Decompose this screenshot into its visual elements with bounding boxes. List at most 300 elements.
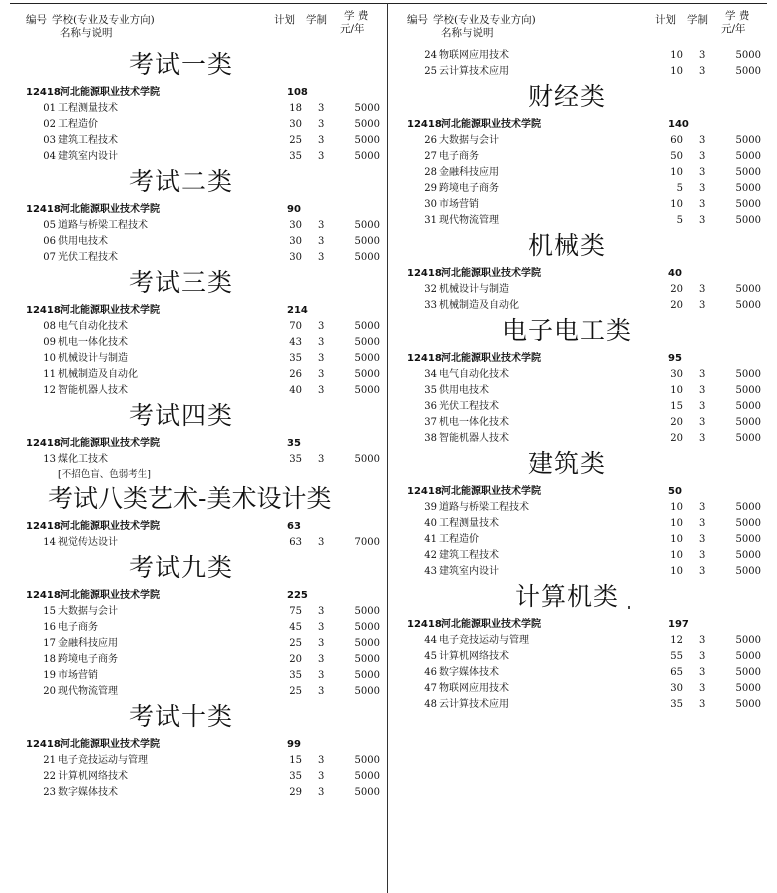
header-school-line2: 名称与说明 — [60, 27, 113, 39]
major-fee: 5000 — [354, 686, 380, 697]
major-plan: 30 — [289, 119, 302, 130]
header-fee-unit: 元/年 — [340, 23, 365, 35]
major-fee: 5000 — [735, 401, 761, 412]
major-plan: 45 — [289, 622, 302, 633]
major-number: 31 — [424, 215, 437, 226]
major-years: 3 — [318, 119, 325, 130]
major-name: 跨境电子商务 — [58, 654, 118, 665]
school-row — [393, 116, 771, 133]
major-plan: 5 — [676, 215, 683, 226]
major-years: 3 — [318, 686, 325, 697]
school-row — [393, 483, 771, 500]
major-fee: 5000 — [735, 199, 761, 210]
major-plan: 75 — [289, 606, 302, 617]
major-number: 10 — [43, 353, 56, 364]
major-years: 3 — [318, 135, 325, 146]
table-row — [12, 684, 390, 700]
major-fee: 5000 — [354, 654, 380, 665]
major-years: 3 — [318, 654, 325, 665]
school-row — [12, 518, 390, 535]
major-fee: 5000 — [354, 622, 380, 633]
table-row — [12, 149, 390, 165]
school-total-plan: 35 — [287, 438, 301, 449]
major-number: 38 — [424, 433, 437, 444]
major-name: 建筑室内设计 — [58, 151, 118, 162]
major-fee: 5000 — [735, 433, 761, 444]
major-plan: 65 — [670, 667, 683, 678]
category-section — [12, 165, 390, 266]
category-section — [393, 580, 771, 713]
column-header — [393, 6, 771, 48]
major-plan: 63 — [289, 537, 302, 548]
major-number: 33 — [424, 300, 437, 311]
major-name: 大数据与会计 — [58, 606, 118, 617]
major-fee: 7000 — [354, 537, 380, 548]
school-code: 12418 — [26, 438, 61, 449]
table-row — [393, 133, 771, 149]
major-number: 13 — [43, 454, 56, 465]
major-number: 40 — [424, 518, 437, 529]
school-row — [12, 201, 390, 218]
major-years: 3 — [699, 66, 706, 77]
major-plan: 35 — [289, 670, 302, 681]
major-plan: 10 — [670, 50, 683, 61]
major-number: 05 — [43, 220, 56, 231]
major-plan: 10 — [670, 534, 683, 545]
category-section — [393, 229, 771, 314]
major-number: 02 — [43, 119, 56, 130]
table-row — [12, 351, 390, 367]
major-number: 48 — [424, 699, 437, 710]
major-fee: 5000 — [354, 353, 380, 364]
major-name: 市场营销 — [58, 670, 98, 681]
section-note: [不招色盲、色弱考生] — [58, 469, 151, 480]
major-plan: 29 — [289, 787, 302, 798]
major-plan: 35 — [289, 151, 302, 162]
table-row — [12, 335, 390, 351]
major-years: 3 — [318, 321, 325, 332]
header-fee: 学 费 — [725, 10, 750, 22]
top-rule — [10, 3, 767, 4]
school-name: 河北能源职业技术学院 — [60, 521, 160, 532]
major-number: 07 — [43, 252, 56, 263]
major-years: 3 — [318, 220, 325, 231]
major-years: 3 — [699, 417, 706, 428]
major-name: 电子竞技运动与管理 — [439, 635, 529, 646]
school-code: 12418 — [26, 739, 61, 750]
category-title: 计算机类 — [514, 582, 619, 611]
category-title: 考试八类艺术-美术设计类 — [48, 484, 332, 513]
major-fee: 5000 — [354, 151, 380, 162]
table-row — [393, 282, 771, 298]
major-name: 电气自动化技术 — [58, 321, 128, 332]
major-name: 现代物流管理 — [58, 686, 118, 697]
major-years: 3 — [699, 401, 706, 412]
right-sections — [393, 80, 771, 713]
major-years: 3 — [699, 651, 706, 662]
major-number: 12 — [43, 385, 56, 396]
category-title: 机械类 — [527, 231, 606, 260]
major-plan: 10 — [670, 199, 683, 210]
category-title: 财经类 — [527, 82, 606, 111]
major-name: 市场营销 — [439, 199, 479, 210]
major-name: 计算机网络技术 — [439, 651, 509, 662]
major-plan: 40 — [289, 385, 302, 396]
school-total-plan: 50 — [668, 486, 682, 497]
category-section — [12, 48, 390, 165]
major-plan: 35 — [289, 353, 302, 364]
table-row — [12, 218, 390, 234]
major-number: 35 — [424, 385, 437, 396]
major-name: 大数据与会计 — [439, 135, 499, 146]
major-plan: 20 — [670, 433, 683, 444]
major-years: 3 — [318, 385, 325, 396]
table-row — [393, 665, 771, 681]
major-years: 3 — [318, 670, 325, 681]
major-plan: 10 — [670, 566, 683, 577]
header-school-line2: 名称与说明 — [441, 27, 494, 39]
major-fee: 5000 — [735, 135, 761, 146]
major-name: 电子商务 — [439, 151, 479, 162]
school-code: 12418 — [26, 521, 61, 532]
school-name: 河北能源职业技术学院 — [441, 268, 541, 279]
table-row — [393, 298, 771, 314]
category-section — [12, 482, 390, 551]
major-fee: 5000 — [354, 454, 380, 465]
major-name: 工程造价 — [439, 534, 479, 545]
category-section — [393, 447, 771, 580]
school-name: 河北能源职业技术学院 — [60, 87, 160, 98]
category-section — [12, 266, 390, 399]
major-years: 3 — [699, 167, 706, 178]
school-code: 12418 — [407, 619, 442, 630]
major-number: 39 — [424, 502, 437, 513]
school-total-plan: 140 — [668, 119, 689, 130]
category-title: 电子电工类 — [501, 316, 632, 345]
table-row — [12, 117, 390, 133]
school-total-plan: 214 — [287, 305, 308, 316]
major-name: 数字媒体技术 — [439, 667, 499, 678]
major-name: 物联网应用技术 — [439, 683, 509, 694]
major-number: 15 — [43, 606, 56, 617]
school-total-plan: 225 — [287, 590, 308, 601]
school-total-plan: 197 — [668, 619, 689, 630]
major-number: 24 — [424, 50, 437, 61]
table-row — [393, 633, 771, 649]
major-fee: 5000 — [735, 518, 761, 529]
school-row — [393, 616, 771, 633]
major-name: 计算机网络技术 — [58, 771, 128, 782]
school-name: 河北能源职业技术学院 — [441, 119, 541, 130]
major-years: 3 — [699, 518, 706, 529]
school-name: 河北能源职业技术学院 — [60, 739, 160, 750]
table-row — [393, 64, 771, 80]
school-total-plan: 108 — [287, 87, 308, 98]
major-name: 智能机器人技术 — [58, 385, 128, 396]
major-fee: 5000 — [735, 183, 761, 194]
major-name: 机械设计与制造 — [439, 284, 509, 295]
major-name: 道路与桥梁工程技术 — [439, 502, 529, 513]
major-years: 3 — [699, 502, 706, 513]
major-number: 18 — [43, 654, 56, 665]
table-row — [393, 415, 771, 431]
major-fee: 5000 — [735, 167, 761, 178]
table-row — [393, 649, 771, 665]
major-fee: 5000 — [735, 699, 761, 710]
major-fee: 5000 — [735, 651, 761, 662]
school-code: 12418 — [407, 268, 442, 279]
major-name: 电子竞技运动与管理 — [58, 755, 148, 766]
major-plan: 20 — [670, 417, 683, 428]
school-code: 12418 — [26, 204, 61, 215]
major-fee: 5000 — [735, 151, 761, 162]
major-name: 机械制造及自动化 — [58, 369, 138, 380]
header-fee-unit: 元/年 — [721, 23, 746, 35]
major-years: 3 — [318, 638, 325, 649]
major-years: 3 — [699, 369, 706, 380]
school-code: 12418 — [26, 590, 61, 601]
major-fee: 5000 — [735, 566, 761, 577]
major-fee: 5000 — [354, 606, 380, 617]
major-number: 29 — [424, 183, 437, 194]
table-row — [393, 149, 771, 165]
major-years: 3 — [318, 252, 325, 263]
major-years: 3 — [699, 635, 706, 646]
major-number: 46 — [424, 667, 437, 678]
school-row — [12, 736, 390, 753]
major-years: 3 — [699, 284, 706, 295]
school-row — [393, 265, 771, 282]
category-section — [12, 551, 390, 700]
major-fee: 5000 — [735, 385, 761, 396]
major-plan: 12 — [670, 635, 683, 646]
major-years: 3 — [699, 300, 706, 311]
category-title: 考试三类 — [128, 268, 233, 297]
school-name: 河北能源职业技术学院 — [60, 438, 160, 449]
major-plan: 15 — [289, 755, 302, 766]
school-code: 12418 — [407, 119, 442, 130]
major-fee: 5000 — [354, 787, 380, 798]
major-name: 物联网应用技术 — [439, 50, 509, 61]
table-row — [393, 367, 771, 383]
table-row — [393, 697, 771, 713]
major-years: 3 — [699, 566, 706, 577]
school-code: 12418 — [407, 486, 442, 497]
major-plan: 35 — [670, 699, 683, 710]
table-row — [393, 500, 771, 516]
school-name: 河北能源职业技术学院 — [441, 619, 541, 630]
major-number: 08 — [43, 321, 56, 332]
major-years: 3 — [699, 50, 706, 61]
major-name: 云计算技术应用 — [439, 699, 509, 710]
category-section — [12, 700, 390, 801]
school-row — [12, 587, 390, 604]
school-row — [12, 435, 390, 452]
table-row — [12, 535, 390, 551]
major-number: 14 — [43, 537, 56, 548]
header-years: 学制 — [306, 14, 327, 26]
major-plan: 43 — [289, 337, 302, 348]
major-plan: 25 — [289, 686, 302, 697]
major-name: 机电一体化技术 — [58, 337, 128, 348]
major-fee: 5000 — [735, 550, 761, 561]
school-total-plan: 95 — [668, 353, 682, 364]
major-name: 供用电技术 — [439, 385, 489, 396]
right-column — [393, 6, 771, 713]
major-plan: 10 — [670, 550, 683, 561]
major-fee: 5000 — [354, 135, 380, 146]
major-years: 3 — [699, 433, 706, 444]
major-name: 机械设计与制造 — [58, 353, 128, 364]
major-plan: 35 — [289, 454, 302, 465]
major-number: 01 — [43, 103, 56, 114]
table-row — [12, 234, 390, 250]
school-name: 河北能源职业技术学院 — [60, 590, 160, 601]
major-plan: 10 — [670, 385, 683, 396]
major-number: 43 — [424, 566, 437, 577]
major-plan: 30 — [670, 369, 683, 380]
major-years: 3 — [699, 699, 706, 710]
table-row — [12, 319, 390, 335]
major-years: 3 — [318, 454, 325, 465]
major-years: 3 — [699, 550, 706, 561]
major-number: 42 — [424, 550, 437, 561]
major-plan: 10 — [670, 502, 683, 513]
table-row — [12, 769, 390, 785]
category-title: 考试四类 — [128, 401, 233, 430]
major-number: 20 — [43, 686, 56, 697]
table-row — [12, 785, 390, 801]
major-plan: 60 — [670, 135, 683, 146]
major-fee: 5000 — [735, 502, 761, 513]
major-fee: 5000 — [354, 385, 380, 396]
major-name: 工程测量技术 — [439, 518, 499, 529]
major-name: 金融科技应用 — [439, 167, 499, 178]
major-fee: 5000 — [354, 252, 380, 263]
header-school: 学校(专业及专业方向) — [52, 14, 155, 26]
major-plan: 50 — [670, 151, 683, 162]
left-column — [12, 6, 390, 801]
school-code: 12418 — [26, 305, 61, 316]
major-years: 3 — [318, 369, 325, 380]
major-fee: 5000 — [735, 534, 761, 545]
major-years: 3 — [318, 787, 325, 798]
table-row — [12, 452, 390, 468]
header-code: 编号 — [26, 14, 47, 26]
major-number: 16 — [43, 622, 56, 633]
major-name: 光伏工程技术 — [58, 252, 118, 263]
major-name: 光伏工程技术 — [439, 401, 499, 412]
school-name: 河北能源职业技术学院 — [60, 305, 160, 316]
major-fee: 5000 — [735, 50, 761, 61]
major-name: 金融科技应用 — [58, 638, 118, 649]
major-plan: 70 — [289, 321, 302, 332]
major-name: 电子商务 — [58, 622, 98, 633]
major-number: 45 — [424, 651, 437, 662]
major-number: 03 — [43, 135, 56, 146]
major-fee: 5000 — [354, 755, 380, 766]
major-name: 智能机器人技术 — [439, 433, 509, 444]
major-plan: 15 — [670, 401, 683, 412]
major-number: 22 — [43, 771, 56, 782]
major-plan: 20 — [670, 300, 683, 311]
major-number: 44 — [424, 635, 437, 646]
major-number: 47 — [424, 683, 437, 694]
school-name: 河北能源职业技术学院 — [441, 353, 541, 364]
major-number: 32 — [424, 284, 437, 295]
major-fee: 5000 — [354, 771, 380, 782]
major-number: 17 — [43, 638, 56, 649]
major-years: 3 — [318, 236, 325, 247]
major-number: 36 — [424, 401, 437, 412]
major-plan: 20 — [670, 284, 683, 295]
major-plan: 10 — [670, 167, 683, 178]
major-fee: 5000 — [735, 66, 761, 77]
major-plan: 55 — [670, 651, 683, 662]
major-number: 21 — [43, 755, 56, 766]
table-row — [393, 532, 771, 548]
major-fee: 5000 — [354, 337, 380, 348]
major-years: 3 — [699, 151, 706, 162]
major-plan: 26 — [289, 369, 302, 380]
major-number: 11 — [43, 369, 56, 380]
major-plan: 30 — [289, 236, 302, 247]
category-title: 考试九类 — [128, 553, 233, 582]
header-years: 学制 — [687, 14, 708, 26]
major-years: 3 — [699, 215, 706, 226]
category-section — [393, 314, 771, 447]
table-row — [393, 383, 771, 399]
major-plan: 10 — [670, 66, 683, 77]
major-number: 27 — [424, 151, 437, 162]
major-plan: 20 — [289, 654, 302, 665]
table-row — [12, 367, 390, 383]
table-row — [393, 548, 771, 564]
left-sections — [12, 48, 390, 801]
major-number: 26 — [424, 135, 437, 146]
table-row — [393, 181, 771, 197]
table-row — [393, 197, 771, 213]
major-name: 机械制造及自动化 — [439, 300, 519, 311]
major-fee: 5000 — [354, 236, 380, 247]
major-years: 3 — [318, 151, 325, 162]
major-years: 3 — [699, 683, 706, 694]
major-plan: 18 — [289, 103, 302, 114]
major-number: 06 — [43, 236, 56, 247]
major-name: 道路与桥梁工程技术 — [58, 220, 148, 231]
school-total-plan: 63 — [287, 521, 301, 532]
header-school: 学校(专业及专业方向) — [433, 14, 536, 26]
table-row — [12, 133, 390, 149]
major-years: 3 — [318, 755, 325, 766]
major-name: 供用电技术 — [58, 236, 108, 247]
major-number: 23 — [43, 787, 56, 798]
major-plan: 25 — [289, 135, 302, 146]
table-row — [12, 101, 390, 117]
header-code: 编号 — [407, 14, 428, 26]
major-name: 工程测量技术 — [58, 103, 118, 114]
major-name: 云计算技术应用 — [439, 66, 509, 77]
major-name: 机电一体化技术 — [439, 417, 509, 428]
major-fee: 5000 — [735, 635, 761, 646]
school-name: 河北能源职业技术学院 — [441, 486, 541, 497]
major-name: 电气自动化技术 — [439, 369, 509, 380]
major-number: 41 — [424, 534, 437, 545]
school-code: 12418 — [407, 353, 442, 364]
major-number: 25 — [424, 66, 437, 77]
header-plan: 计划 — [655, 14, 676, 26]
category-title: 考试十类 — [128, 702, 233, 731]
